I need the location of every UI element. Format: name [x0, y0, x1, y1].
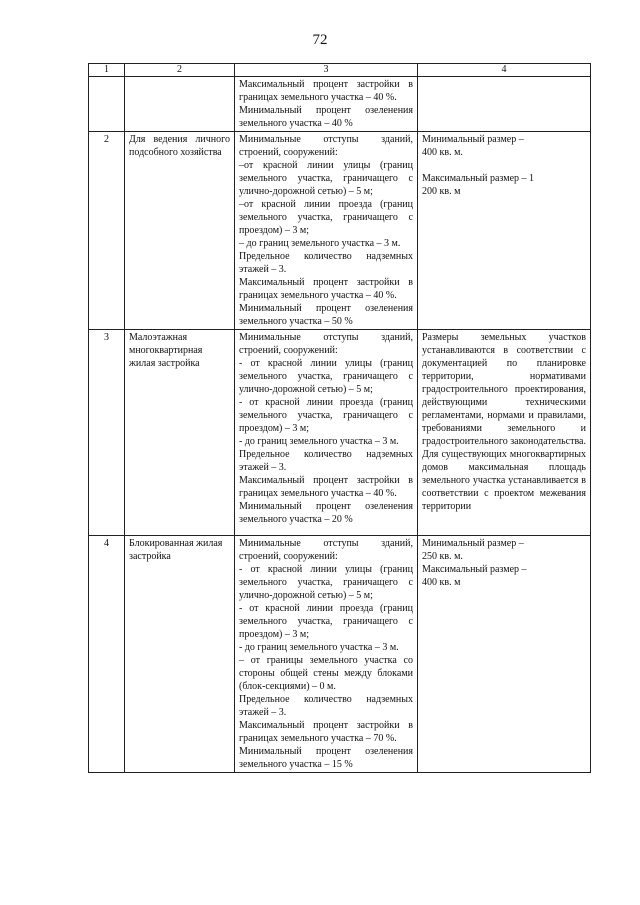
building-parameters [235, 77, 418, 132]
parameter-line: Максимальный процент застройки в границах земельного участка – 40 %. [239, 277, 413, 301]
parameter-line: - от красной линии улицы (границ земельного участка, граничащего с улично-дорожной сетью) – 5 м; [239, 358, 413, 395]
plot-size-limits [418, 132, 591, 330]
land-use-name [125, 330, 235, 536]
land-use-name [125, 132, 235, 330]
parameter-line: –от красной линии улицы (границ земельного участка, граничащего с улично-дорожной сетью) – 5 м; [239, 160, 413, 197]
parameter-line: Максимальный процент застройки в границах земельного участка – 70 %. [239, 720, 413, 744]
plot-size-limits [418, 536, 591, 773]
table-header-row [89, 64, 591, 77]
parameter-line: Предельное количество надземных этажей – 3. [239, 251, 413, 275]
parameter-line: Минимальный процент озеленения земельного участка – 50 % [239, 303, 413, 327]
parameter-line: Предельное количество надземных этажей – 3. [239, 449, 413, 473]
size-line: Для существующих многоквартирных домов максимальная площадь земельного участка устанавливается в соответствии с проектом межевания территории [422, 449, 586, 512]
parameter-line: Минимальный процент озеленения земельного участка – 15 % [239, 746, 413, 770]
zoning-table [88, 63, 591, 773]
parameter-line: - до границ земельного участка – 3 м. [239, 436, 399, 447]
building-parameters [235, 132, 418, 330]
header-cell: 1 [89, 64, 125, 77]
header-cell: 3 [235, 64, 418, 77]
header-cell: 4 [418, 64, 591, 77]
parameter-line: - от красной линии проезда (границ земельного участка, граничащего с проездом) – 3 м; [239, 397, 413, 434]
size-line: Максимальный размер – 1 200 кв. м [422, 173, 535, 197]
parameter-line: –от красной линии проезда (границ земельного участка, граничащего с проездом) – 3 м; [239, 199, 413, 236]
page-number: 72 [312, 32, 328, 48]
table-row [89, 132, 591, 330]
parameter-line: - от красной линии улицы (границ земельного участка, граничащего с улично-дорожной сетью) – 5 м; [239, 564, 413, 601]
land-use-name [125, 77, 235, 132]
size-line: Размеры земельных участков устанавливаются в соответствии с документацией по планировке территории, нормативами градостроительного проектирования, действующими техническими регламентами, нормами и правилами, требованиями земельного и градостроительного законодательства. [422, 332, 586, 447]
table-row [89, 330, 591, 536]
parameter-line: - от красной линии проезда (границ земельного участка, граничащего с проездом) – 3 м; [239, 603, 413, 640]
parameter-line: Минимальные отступы зданий, строений, сооружений: [239, 538, 413, 562]
table-row [89, 536, 591, 773]
parameter-line: Предельное количество надземных этажей – 3. [239, 694, 413, 718]
size-line: Минимальный размер – 250 кв. м. [422, 538, 524, 562]
name-line: Малоэтажная многоквартирная жилая застройка [129, 332, 203, 369]
parameter-line: Максимальный процент застройки в границах земельного участка – 40 %. [239, 475, 413, 499]
parameter-line: Максимальный процент застройки в границах земельного участка – 40 %. [239, 79, 413, 103]
row-number: 4 [89, 536, 125, 773]
table-row [89, 77, 591, 132]
name-line: Блокированная жилая застройка [129, 538, 223, 562]
parameter-line: Минимальные отступы зданий, строений, сооружений: [239, 332, 413, 356]
row-number: 3 [89, 330, 125, 536]
plot-size-limits [418, 330, 591, 536]
building-parameters [235, 536, 418, 773]
name-line: Для ведения личного подсобного хозяйства [129, 134, 230, 158]
parameter-line: - до границ земельного участка – 3 м. [239, 642, 399, 653]
parameter-line: Минимальный процент озеленения земельного участка – 40 % [239, 105, 413, 129]
parameter-line: – от границы земельного участка со стороны общей стены между блоками (блок-секциями) – 0 м. [239, 655, 413, 692]
size-line: Максимальный размер – 400 кв. м [422, 564, 527, 588]
size-line: Минимальный размер – 400 кв. м. [422, 134, 524, 158]
parameter-line: Минимальный процент озеленения земельного участка – 20 % [239, 501, 413, 525]
parameter-line: – до границ земельного участка – 3 м. [239, 238, 401, 249]
land-use-name [125, 536, 235, 773]
parameter-line: Минимальные отступы зданий, строений, сооружений: [239, 134, 413, 158]
row-number: 2 [89, 132, 125, 330]
building-parameters [235, 330, 418, 536]
spacer [422, 159, 586, 172]
header-cell: 2 [125, 64, 235, 77]
plot-size-limits [418, 77, 591, 132]
row-number [89, 77, 125, 132]
